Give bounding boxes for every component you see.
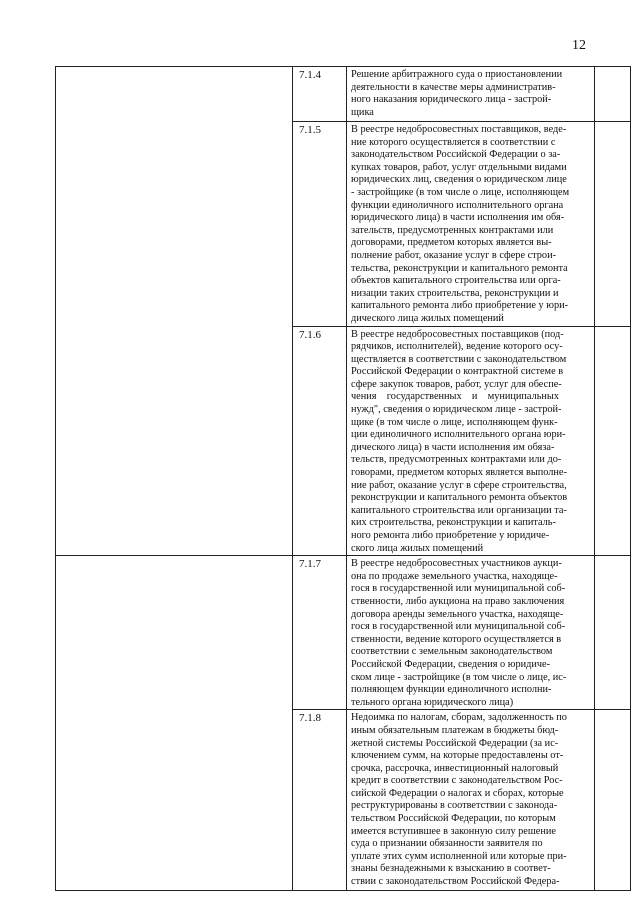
text-line: тельного органа юридического лица) — [351, 696, 514, 708]
text-line: капитального строительства или организации та- — [351, 504, 567, 516]
item-number: 7.1.7 — [293, 556, 347, 710]
text-line: ние которого осуществляется в соответствии с — [351, 136, 556, 148]
left-cell — [56, 556, 293, 891]
text-line: ключением сумм, на которые предоставлены от- — [351, 750, 564, 762]
text-line: В реестре недобросовестных участников аукци- — [351, 558, 562, 570]
text-line: реконструкции и капитального ремонта объектов — [351, 492, 568, 504]
text-line: тельства, реконструкции и капитального ремонта — [351, 262, 568, 274]
right-cell — [595, 326, 631, 556]
text-line: законодательством Российской Федерации о за- — [351, 149, 561, 161]
text-line: ного ремонта либо приобретение у юридиче- — [351, 530, 550, 541]
text-line: низации таких строительства, реконструкции и — [351, 287, 559, 299]
right-cell — [595, 122, 631, 327]
text-line: В реестре недобросовестных поставщиков (под- — [351, 328, 564, 340]
text-line: договорами, предметом которых является вы- — [351, 237, 552, 249]
table-row — [56, 67, 631, 122]
text-line: купках товаров, работ, услуг отдельными видами — [351, 161, 567, 173]
text-line: ствии с законодательством Российской Федера- — [351, 876, 560, 888]
right-cell — [595, 556, 631, 710]
requirements-table — [55, 66, 631, 891]
text-line: уплате этих сумм исполненной или которые при- — [351, 850, 567, 862]
text-line: сийской Федерации о налогах и сборах, которые — [351, 787, 564, 799]
text-line: она по продаже земельного участка, находяще- — [351, 570, 558, 582]
text-line: гося в государственной или муниципальной соб- — [351, 583, 566, 595]
text-line: ском лице - застройщике (в том числе о лице, ис- — [351, 671, 567, 683]
text-line: зательств, предусмотренных контрактами или — [351, 224, 554, 236]
item-text — [347, 710, 595, 891]
item-number: 7.1.5 — [293, 122, 347, 327]
text-line: тельством Российской Федерации, по которым — [351, 813, 556, 825]
item-text — [347, 67, 595, 122]
text-line: знаны безнадежными к взысканию в соответ- — [351, 863, 551, 875]
text-line: соответствии с земельным законодательством — [351, 646, 553, 658]
right-cell — [595, 67, 631, 122]
text-line: ского лица жилых помещений — [351, 542, 484, 554]
text-line: чения государственных и муниципальных — [351, 391, 559, 403]
text-line: говорами, предметом которых является выполне- — [351, 467, 567, 479]
text-line: юридического лица) в части исполнения им обя- — [351, 212, 565, 224]
text-line: ственности, ведение которого осуществляется в — [351, 633, 562, 645]
text-line: гося в государственной или муниципальной соб- — [351, 621, 566, 633]
text-line: иным обязательным платежам в бюджеты бюд- — [351, 724, 559, 736]
item-text — [347, 556, 595, 710]
text-line: дического лица жилых помещений — [351, 312, 504, 324]
text-line: нужд", сведения о юридическом лице - застрой- — [351, 404, 562, 416]
text-line: Российской Федерации о контрактной системе в — [351, 366, 564, 378]
item-number: 7.1.6 — [293, 326, 347, 556]
text-line: ственности, либо аукциона на право заключения — [351, 595, 565, 607]
text-line: функции единоличного исполнительного органа — [351, 199, 564, 211]
text-line: деятельности в качестве меры административ- — [351, 81, 556, 93]
text-line: полняющем функции единоличного исполни- — [351, 684, 552, 696]
text-line: щике (в том числе о лице, исполняющем функ- — [351, 416, 558, 428]
page-number: 12 — [572, 38, 586, 53]
text-line: - застройщике (в том числе о лице, исполняющем — [351, 186, 570, 198]
table-row — [56, 556, 631, 710]
text-line: полнение работ, оказание услуг в сфере строи- — [351, 249, 557, 261]
item-text — [347, 122, 595, 327]
text-line: рядчиков, исполнителей), ведение которого осу- — [351, 341, 563, 353]
text-line: договора аренды земельного участка, находяще- — [351, 608, 564, 620]
text-line: реструктурированы в соответствии с законода- — [351, 800, 558, 812]
text-line: щика — [351, 106, 374, 118]
text-line: дического лица) в части исполнения им обяза- — [351, 441, 555, 453]
text-line: кредит в соответствии с законодательством Рос- — [351, 775, 563, 787]
text-line: Российской Федерации, сведения о юридиче- — [351, 658, 551, 670]
text-line: ществляется в соответствии с законодательством — [351, 353, 567, 365]
text-line: ких строительства, реконструкции и капиталь- — [351, 517, 556, 529]
text-line: имеется вступившее в законную силу решение — [351, 825, 556, 837]
text-line: Решение арбитражного суда о приостановлении — [351, 69, 563, 80]
text-line: сфере закупок товаров, работ, услуг для обеспе- — [351, 378, 562, 390]
item-number: 7.1.4 — [293, 67, 347, 122]
item-number: 7.1.8 — [293, 710, 347, 891]
text-line: капитального ремонта либо приобретение у юри- — [351, 300, 569, 312]
text-line: В реестре недобросовестных поставщиков, веде- — [351, 124, 567, 135]
text-line: тельств, предусмотренных контрактами или до- — [351, 454, 562, 466]
text-line: Недоимка по налогам, сборам, задолженность по — [351, 712, 567, 724]
text-line: ного наказания юридического лица - застрой- — [351, 94, 552, 106]
text-line: суда о признании обязанности заявителя по — [351, 838, 543, 850]
text-line: юридических лиц, сведения о юридическом лице — [351, 174, 567, 186]
text-line: срочка, рассрочка, инвестиционный налоговый — [351, 762, 559, 774]
text-line: объектов капитального строительства или орга- — [351, 275, 561, 287]
left-cell — [56, 67, 293, 556]
item-text — [347, 326, 595, 556]
text-line: жетной системы Российской Федерации (за ис- — [351, 737, 559, 749]
text-line: ние работ, оказание услуг в сфере строительства, — [351, 479, 567, 491]
right-cell — [595, 710, 631, 891]
text-line: ции единоличного исполнительного органа юри- — [351, 429, 566, 441]
